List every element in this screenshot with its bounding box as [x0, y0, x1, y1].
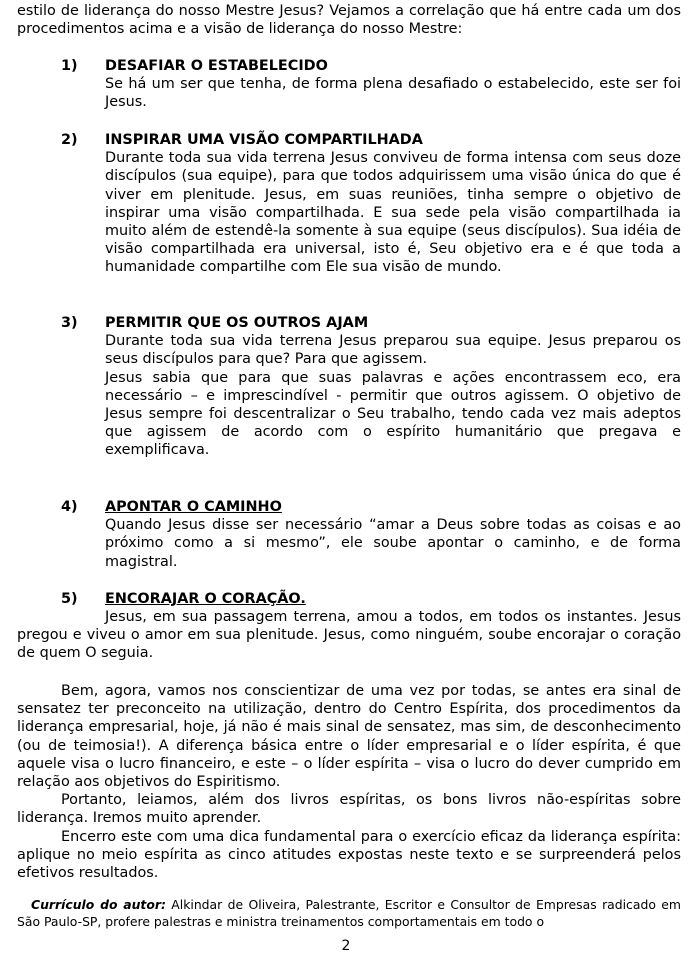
section-1 [17, 57, 681, 112]
intro-paragraph: estilo de liderança do nosso Mestre Jesus? Vejamos a correlação que há entre cada um dos procedimentos acima e a visão de liderança do nosso Mestre: [17, 3, 681, 38]
section-5-body: Jesus, em sua passagem terrena, amou a todos, em todos os instantes. Jesus pregou e viveu o amor em sua plenitude. Jesus, como ninguém, soube encorajar o coração de quem O seguia. [17, 609, 681, 662]
page-number: 2 [341, 938, 351, 954]
section-title: PERMITIR QUE OS OUTROS AJAM [105, 315, 369, 331]
author-bio [17, 897, 681, 930]
section-body: Durante toda sua vida terrena Jesus conviveu de forma intensa com seus doze discípulos (sua equipe), para que todos adquirissem uma visão única do que é viver em plenitude. Jesus, em suas reuniões, tinha sempre o objetivo de inspirar uma visão compartilhada. E sua sede pela visão compartilhada ia muito além de estendê-la somente à sua equipe (seus discípulos). Sua idéia de visão compartilhada era universal, isto é, Seu objetivo era e é que toda a humanidade compartilhe com Ele sua visão de mundo. [105, 150, 681, 276]
body-paragraph: Bem, agora, vamos nos conscientizar de uma vez por todas, se antes era sinal de sensatez ter preconceito na utilização, dentro do Centro Espírita, dos procedimentos da liderança empresarial, hoje, já não é mais sinal de sensatez, mas sim, de desconhecimento (ou de teimosia!). A diferença básica entre o líder empresarial e o líder espírita, é que aquele visa o lucro financeiro, e este – o líder espírita – visa o lucro do dever cumprido em relação aos objetivos do Espiritismo. [17, 683, 681, 791]
section-number: 4) [61, 499, 78, 515]
section-3 [17, 314, 681, 460]
section-title: ENCORAJAR O CORAÇÃO. [105, 591, 306, 607]
section-number: 3) [61, 315, 78, 331]
section-body: Se há um ser que tenha, de forma plena desafiado o estabelecido, este ser foi Jesus. [105, 76, 681, 111]
section-4 [17, 498, 681, 571]
body-paragraph: Encerro este com uma dica fundamental para o exercício eficaz da liderança espírita: aplique no meio espírita as cinco atitudes expostas neste texto e se surpreenderá pelos efetivos resultados. [17, 829, 681, 882]
section-number: 5) [61, 591, 78, 607]
section-5 [17, 590, 681, 608]
section-number: 2) [61, 132, 78, 148]
section-2 [17, 131, 681, 277]
section-body: Quando Jesus disse ser necessário “amar a Deus sobre todas as coisas e ao próximo como a si mesmo”, ele soube apontar o caminho, e de forma magistral. [105, 517, 681, 570]
section-body: Durante toda sua vida terrena Jesus preparou sua equipe. Jesus preparou os seus discípulos para que? Para que agissem. [105, 333, 681, 368]
section-title: INSPIRAR UMA VISÃO COMPARTILHADA [105, 132, 423, 148]
section-number: 1) [61, 58, 78, 74]
body-paragraph: Portanto, leiamos, além dos livros espíritas, os bons livros não-espíritas sobre liderança. Iremos muito aprender. [17, 792, 681, 827]
section-title: APONTAR O CAMINHO [105, 499, 282, 515]
section-body: Jesus sabia que para que suas palavras e ações encontrassem eco, era necessário – e imprescindível - permitir que outros agissem. O objetivo de Jesus sempre foi descentralizar o Seu trabalho, tendo cada vez mais adeptos que agissem de acordo com o espírito humanitário que pregava e exemplificava. [105, 369, 681, 459]
author-bio-text: Alkindar de Oliveira, Palestrante, Escritor e Consultor de Empresas radicado em São Paulo-SP, profere palestras e ministra treinamentos comportamentais em todo o [17, 897, 681, 929]
author-bio-label: Currículo do autor: [31, 897, 166, 912]
section-title: DESAFIAR O ESTABELECIDO [105, 58, 328, 74]
